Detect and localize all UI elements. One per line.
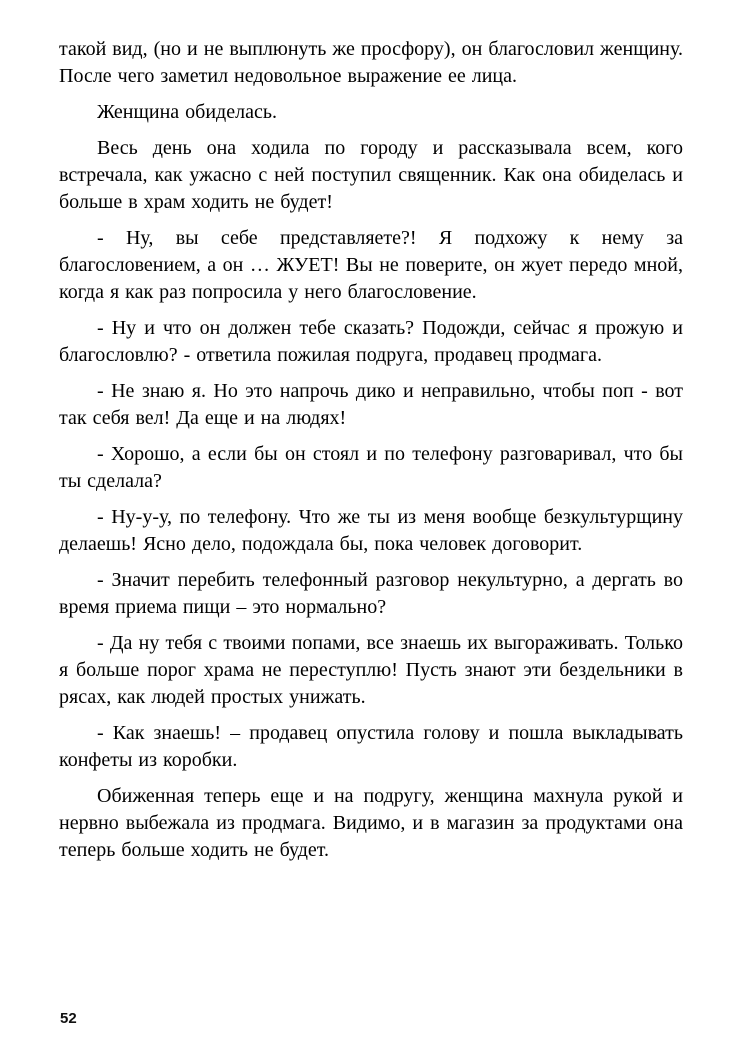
paragraph: - Ну, вы себе представляете?! Я подхожу к нему за благословением, а он … ЖУЕТ! Вы не поверите, он жует передо мной, когда я как раз попросила у него благословение. bbox=[59, 227, 683, 303]
text-body bbox=[59, 36, 683, 873]
paragraph: - Не знаю я. Но это напрочь дико и неправильно, чтобы поп - вот так себя вел! Да еще и на людях! bbox=[59, 380, 683, 429]
paragraph: Обиженная теперь еще и на подругу, женщина махнула рукой и нервно выбежала из продмага. Видимо, и в магазин за продуктами она теперь больше ходить не будет. bbox=[59, 785, 683, 861]
paragraph: - Да ну тебя с твоими попами, все знаешь их выгораживать. Только я больше порог храма не переступлю! Пусть знают эти бездельники в рясах, как людей простых унижать. bbox=[59, 632, 683, 708]
paragraph: Женщина обиделась. bbox=[97, 101, 277, 123]
paragraph: Весь день она ходила по городу и рассказывала всем, кого встречала, как ужасно с ней поступил священник. Как она обиделась и больше в храм ходить не будет! bbox=[59, 137, 683, 213]
page-number: 52 bbox=[60, 1010, 77, 1027]
paragraph: - Хорошо, а если бы он стоял и по телефону разговаривал, что бы ты сделала? bbox=[59, 443, 683, 492]
paragraph: такой вид, (но и не выплюнуть же просфору), он благословил женщину. После чего заметил недовольное выражение ее лица. bbox=[59, 38, 683, 87]
paragraph: - Ну-у-у, по телефону. Что же ты из меня вообще безкультурщину делаешь! Ясно дело, подождала бы, пока человек договорит. bbox=[59, 506, 683, 555]
paragraph: - Ну и что он должен тебе сказать? Подожди, сейчас я прожую и благословлю? - ответила пожилая подруга, продавец продмага. bbox=[59, 317, 683, 366]
paragraph: - Значит перебить телефонный разговор некультурно, а дергать во время приема пищи – это нормально? bbox=[59, 569, 683, 618]
paragraph: - Как знаешь! – продавец опустила голову и пошла выкладывать конфеты из коробки. bbox=[59, 722, 683, 771]
